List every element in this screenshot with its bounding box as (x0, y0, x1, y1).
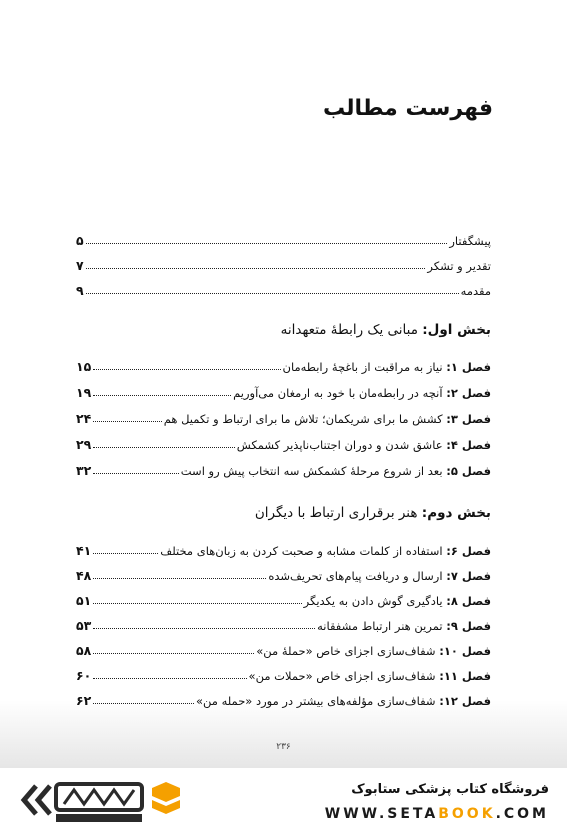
chapter-title: عاشق شدن و دوران اجتناب‌ناپذیر کشمکش (236, 438, 447, 452)
toc-page: ۲۹ (76, 437, 92, 452)
toc-leader (93, 702, 194, 704)
toc-leader (93, 552, 158, 554)
shop-url[interactable] (325, 806, 549, 822)
toc-entry (76, 432, 491, 452)
toc-leader (93, 420, 161, 422)
chapter-number: فصل ۵: (446, 464, 491, 478)
url-prefix: WWW.SETA (324, 806, 439, 822)
toc-label (160, 544, 491, 558)
toc-entry (76, 663, 491, 683)
toc-entry (76, 688, 491, 708)
toc-leader (93, 368, 280, 370)
chapter-number: فصل ۹: (446, 619, 491, 633)
url-suffix: .COM (495, 806, 549, 822)
toc-label: مقدمه (460, 284, 491, 298)
toc-leader (93, 394, 231, 396)
chapter-number: فصل ۳: (446, 412, 491, 426)
section-title: هنر برقراری ارتباط با دیگران (254, 505, 422, 521)
toc-entry (76, 228, 491, 248)
toc-entry (76, 588, 491, 608)
chapter-number: فصل ۸: (446, 594, 491, 608)
toc-page: ۴۸ (76, 568, 92, 583)
chapter-number: فصل ۶: (446, 544, 491, 558)
toc-entry (76, 278, 491, 298)
toc-page: ۴۱ (76, 543, 92, 558)
toc-page: ۶۲ (76, 693, 92, 708)
toc-page: ۲۴ (76, 411, 92, 426)
toc-label (317, 619, 491, 633)
toc-label (283, 360, 491, 374)
toc-entry (76, 613, 491, 633)
url-highlight: BOOK (438, 806, 496, 822)
toc-leader (93, 627, 315, 629)
toc-label (164, 412, 491, 426)
toc-leader (86, 242, 448, 244)
toc-leader (86, 267, 426, 269)
page-title: فهرست مطالب (322, 96, 493, 121)
toc-page: ۶۰ (76, 668, 92, 683)
shop-name: فروشگاه کتاب پزشکی ستابوک (351, 782, 549, 797)
toc-page: ۵۸ (76, 643, 92, 658)
toc-page: ۳۲ (76, 463, 92, 478)
toc-label (256, 644, 491, 658)
toc-entry (76, 354, 491, 374)
toc-label (268, 569, 491, 583)
toc-entry (76, 638, 491, 658)
toc-page: ۱۹ (76, 385, 92, 400)
chapter-title: نیاز به مراقبت از باغچهٔ رابطه‌مان (282, 360, 447, 374)
section-title: مبانی یک رابطهٔ متعهدانه (280, 322, 423, 338)
chapter-title: بعد از شروع مرحلهٔ کشمکش سه انتخاب پیش رو است (180, 464, 447, 478)
toc-label (249, 669, 491, 683)
toc-entry (76, 538, 491, 558)
chapter-title: کشش ما برای شریکمان؛ تلاش ما برای ارتباط و تکمیل هم (163, 412, 447, 426)
toc-label: تقدیر و تشکر (427, 259, 491, 273)
toc-label (181, 464, 491, 478)
chapter-title: شفاف‌سازی اجزای خاص «حملات من» (248, 669, 440, 683)
toc-leader (93, 472, 179, 474)
toc-page: ۹ (76, 283, 84, 298)
chapter-number: فصل ۱۱: (439, 669, 491, 683)
toc-entry (76, 458, 491, 478)
page-shadow (0, 700, 567, 768)
section-heading-part1 (281, 322, 491, 338)
toc-entry (76, 380, 491, 400)
toc-leader (86, 292, 459, 294)
section-heading-part2 (255, 505, 491, 521)
toc-entry (76, 406, 491, 426)
chapter-number: فصل ۴: (446, 438, 491, 452)
toc-page: ۵۱ (76, 593, 92, 608)
chapter-number: فصل ۱۰: (439, 644, 491, 658)
chapter-title: استفاده از کلمات مشابه و صحبت کردن به زبان‌های مختلف (160, 544, 447, 558)
toc-label (237, 438, 491, 452)
toc-leader (93, 652, 254, 654)
chapter-number: فصل ۱۲: (439, 694, 491, 708)
setabook-logo (16, 774, 186, 826)
chapter-title: آنچه در رابطه‌مان با خود به ارمغان می‌آوریم (233, 386, 447, 400)
section-number: بخش دوم: (421, 505, 491, 521)
toc-leader (93, 577, 266, 579)
toc-label (233, 386, 491, 400)
chapter-number: فصل ۲: (446, 386, 491, 400)
chapter-title: ارسال و دریافت پیام‌های تحریف‌شده (268, 569, 447, 583)
section-number: بخش اول: (422, 322, 491, 338)
toc-entry (76, 563, 491, 583)
chapter-number: فصل ۱: (446, 360, 491, 374)
toc-page: ۵ (76, 233, 84, 248)
toc-page: ۵۳ (76, 618, 92, 633)
page-number: ۲۳۶ (276, 742, 291, 752)
toc-label (304, 594, 491, 608)
toc-leader (93, 677, 246, 679)
toc-leader (93, 446, 234, 448)
toc-page: ۱۵ (76, 359, 92, 374)
toc-label: پیشگفتار (449, 234, 491, 248)
chapter-title: تمرین هنر ارتباط مشفقانه (317, 619, 447, 633)
chapter-number: فصل ۷: (446, 569, 491, 583)
toc-page: ۷ (76, 258, 84, 273)
chapter-title: شفاف‌سازی مؤلفه‌های بیشتر در مورد «حمله من» (195, 694, 440, 708)
chapter-title: یادگیری گوش دادن به یکدیگر (303, 594, 447, 608)
toc-label (196, 694, 491, 708)
toc-entry (76, 253, 491, 273)
store-banner (0, 768, 567, 832)
chapter-title: شفاف‌سازی اجزای خاص «حملهٔ من» (256, 644, 440, 658)
toc-leader (93, 602, 301, 604)
